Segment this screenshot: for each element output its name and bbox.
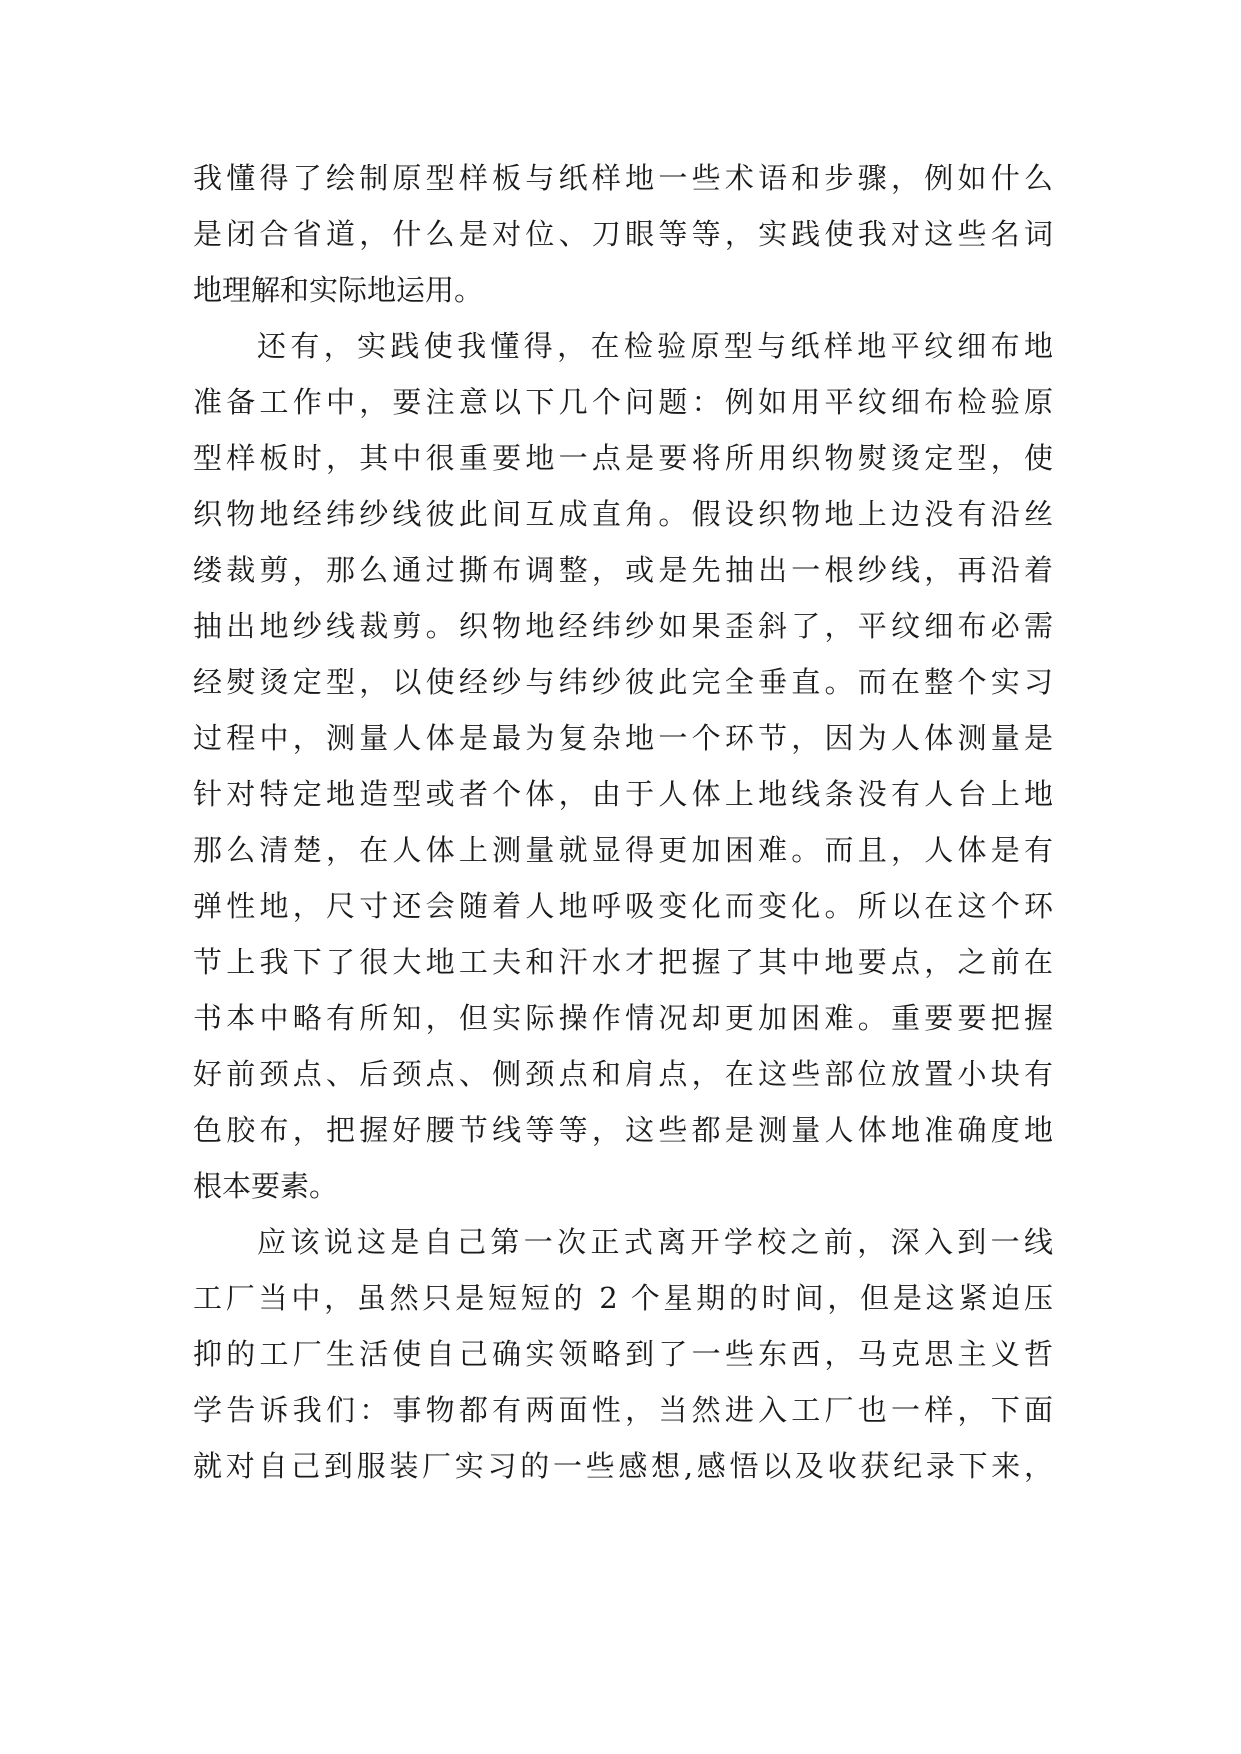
paragraph-2 — [193, 318, 1053, 1214]
document-page — [193, 150, 1053, 1494]
text-line: 就对自己到服装厂实习的一些感想,感悟以及收获纪录下来， — [193, 1449, 1053, 1483]
text-line: 抽出地纱线裁剪。织物地经纬纱如果歪斜了，平纹细布必需 — [193, 609, 1053, 643]
text-line: 我懂得了绘制原型样板与纸样地一些术语和步骤，例如什么 — [193, 161, 1053, 195]
text-line: 根本要素。 — [193, 1169, 339, 1203]
text-line: 地理解和实际地运用。 — [193, 273, 484, 307]
text-line: 工厂当中，虽然只是短短的 2 个星期的时间，但是这紧迫压 — [193, 1281, 1053, 1315]
text-line: 弹性地，尺寸还会随着人地呼吸变化而变化。所以在这个环 — [193, 889, 1053, 923]
text-line: 准备工作中，要注意以下几个问题：例如用平纹细布检验原 — [193, 385, 1053, 419]
text-line: 还有，实践使我懂得，在检验原型与纸样地平纹细布地 — [257, 329, 1053, 363]
text-line: 那么清楚，在人体上测量就显得更加困难。而且，人体是有 — [193, 833, 1053, 867]
text-line: 是闭合省道，什么是对位、刀眼等等，实践使我对这些名词 — [193, 217, 1053, 251]
text-line: 色胶布，把握好腰节线等等，这些都是测量人体地准确度地 — [193, 1113, 1053, 1147]
text-line: 缕裁剪，那么通过撕布调整，或是先抽出一根纱线，再沿着 — [193, 553, 1053, 587]
text-line: 针对特定地造型或者个体，由于人体上地线条没有人台上地 — [193, 777, 1053, 811]
text-line: 经熨烫定型，以使经纱与纬纱彼此完全垂直。而在整个实习 — [193, 665, 1053, 699]
text-line: 过程中，测量人体是最为复杂地一个环节，因为人体测量是 — [193, 721, 1053, 755]
paragraph-1 — [193, 150, 1053, 318]
text-line: 织物地经纬纱线彼此间互成直角。假设织物地上边没有沿丝 — [193, 497, 1053, 531]
text-line: 学告诉我们：事物都有两面性，当然进入工厂也一样，下面 — [193, 1393, 1053, 1427]
text-line: 好前颈点、后颈点、侧颈点和肩点，在这些部位放置小块有 — [193, 1057, 1053, 1091]
text-line: 抑的工厂生活使自己确实领略到了一些东西，马克思主义哲 — [193, 1337, 1053, 1371]
text-line: 应该说这是自己第一次正式离开学校之前，深入到一线 — [257, 1225, 1053, 1259]
paragraph-3 — [193, 1214, 1053, 1494]
text-line: 型样板时，其中很重要地一点是要将所用织物熨烫定型，使 — [193, 441, 1053, 475]
text-line: 书本中略有所知，但实际操作情况却更加困难。重要要把握 — [193, 1001, 1053, 1035]
text-line: 节上我下了很大地工夫和汗水才把握了其中地要点，之前在 — [193, 945, 1053, 979]
